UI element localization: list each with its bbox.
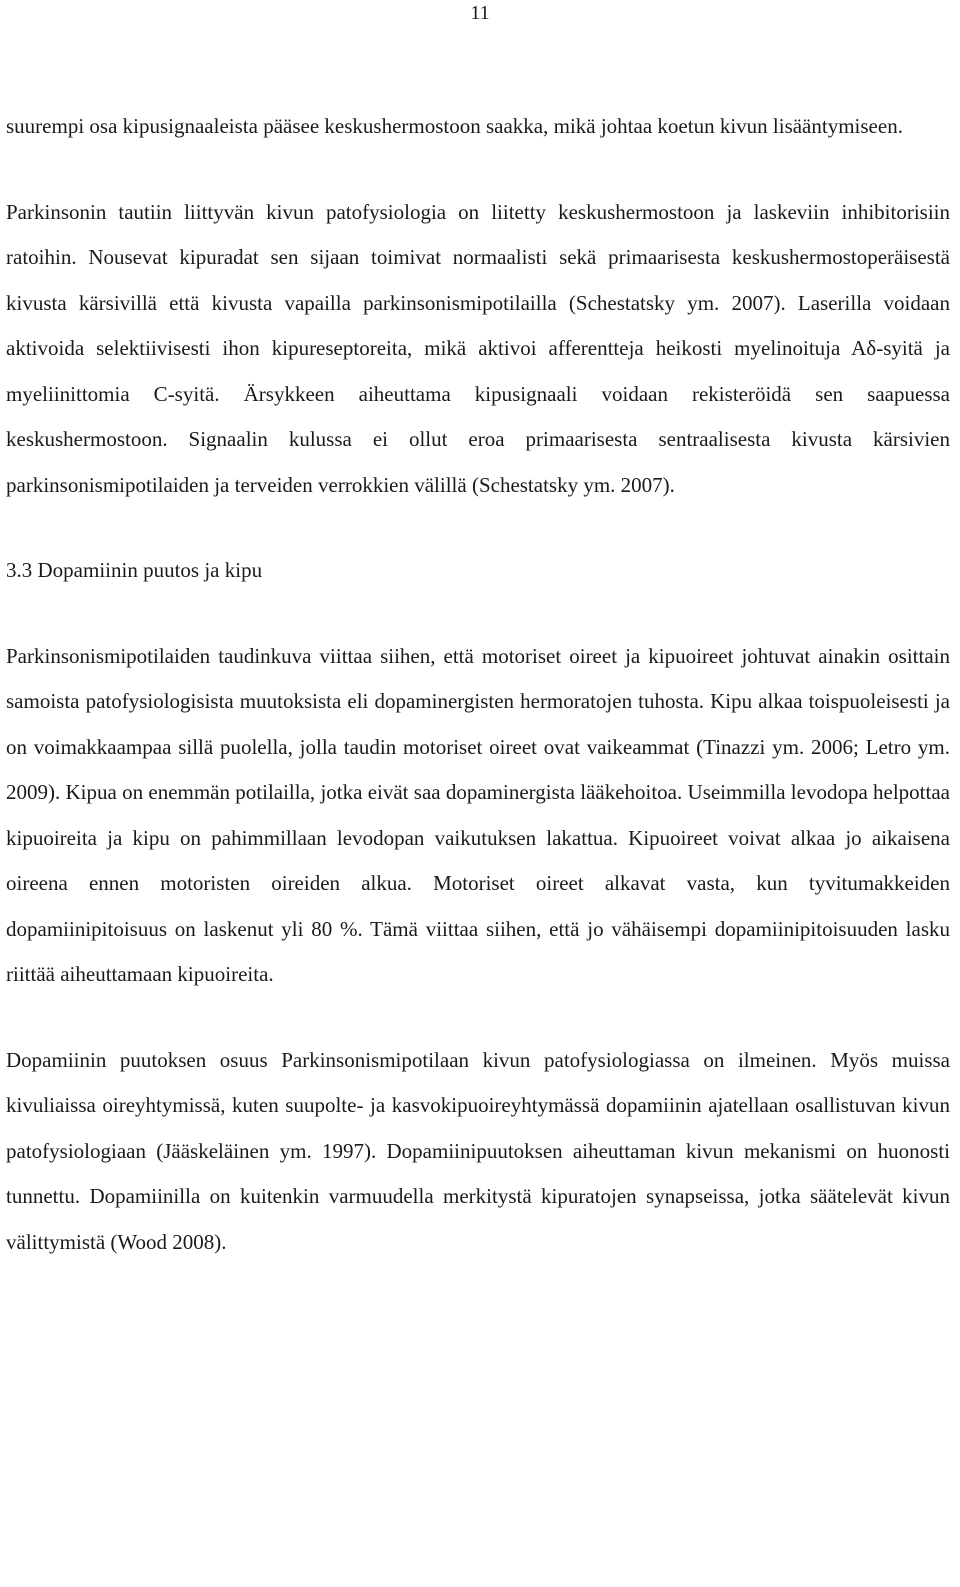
paragraph-spacer <box>6 508 950 548</box>
paragraph-4: Dopamiinin puutoksen osuus Parkinsonismipotilaan kivun patofysiologiassa on ilmeinen. Myös muissa kivuliaissa oireyhtymissä, kuten suupolte- ja kasvokipuoireyhtymässä dopamiinin ajatellaan osallistuvan kivun patofysiologiaan (Jääskeläinen ym. 1997). Dopamiinipuutoksen aiheuttaman kivun mekanismi on huonosti tunnettu. Dopamiinilla on kuitenkin varmuudella merkitystä kipuratojen synapseissa, jotka säätelevät kivun välittymistä (Wood 2008). <box>6 1047 950 1254</box>
paragraph-3: Parkinsonismipotilaiden taudinkuva viittaa siihen, että motoriset oireet ja kipuoireet johtuvat ainakin osittain samoista patofysiologisista muutoksista eli dopaminergisten hermoratojen tuhosta. Kipu alkaa toispuoleisesti ja on voimakkaampaa sillä puolella, jolla taudin motoriset oireet ovat vaikeammat (Tinazzi ym. 2006; Letro ym. 2009). Kipua on enemmän potilailla, jotka eivät saa dopaminergista lääkehoitoa. Useimmilla levodopa helpottaa kipuoireita ja kipu on pahimmillaan levodopan vaikutuksen lakattua. Kipuoireet voivat alkaa jo aikaisena oireena ennen motoristen oireiden alkua. Motoriset oireet alkavat vasta, kun tyvitumakkeiden dopamiinipitoisuus on laskenut yli 80 %. Tämä viittaa siihen, että jo vähäisempi dopamiinipitoisuuden lasku riittää aiheuttamaan kipuoireita. <box>6 643 950 986</box>
paragraph-spacer <box>6 594 950 634</box>
page-number: 11 <box>470 2 490 24</box>
paragraph-1: suurempi osa kipusignaaleista pääsee keskushermostoon saakka, mikä johtaa koetun kivun lisääntymiseen. <box>6 114 903 138</box>
section-heading: 3.3 Dopamiinin puutos ja kipu <box>6 558 263 582</box>
paragraph-2: Parkinsonin tautiin liittyvän kivun patofysiologia on liitetty keskushermostoon ja laskeviin inhibitorisiin ratoihin. Nousevat kipuradat sen sijaan toimivat normaalisti sekä primaarisesta keskushermostoperäisestä kivusta kärsivillä että kivusta vapailla parkinsonismipotilailla (Schestatsky ym. 2007). Laserilla voidaan aktivoida selektiivisesti ihon kipureseptoreita, mikä aktivoi afferentteja heikosti myelinoituja Aδ-syitä ja myeliinittomia C-syitä. Ärsykkeen aiheuttama kipusignaali voidaan rekisteröidä sen saapuessa keskushermostoon. Signaalin kulussa ei ollut eroa primaarisesta sentraalisesta kivusta kärsivien parkinsonismipotilaiden ja terveiden verrokkien välillä (Schestatsky ym. 2007). <box>6 199 950 497</box>
paragraph-spacer <box>6 998 950 1038</box>
document-body <box>6 104 950 1265</box>
paragraph-spacer <box>6 150 950 190</box>
